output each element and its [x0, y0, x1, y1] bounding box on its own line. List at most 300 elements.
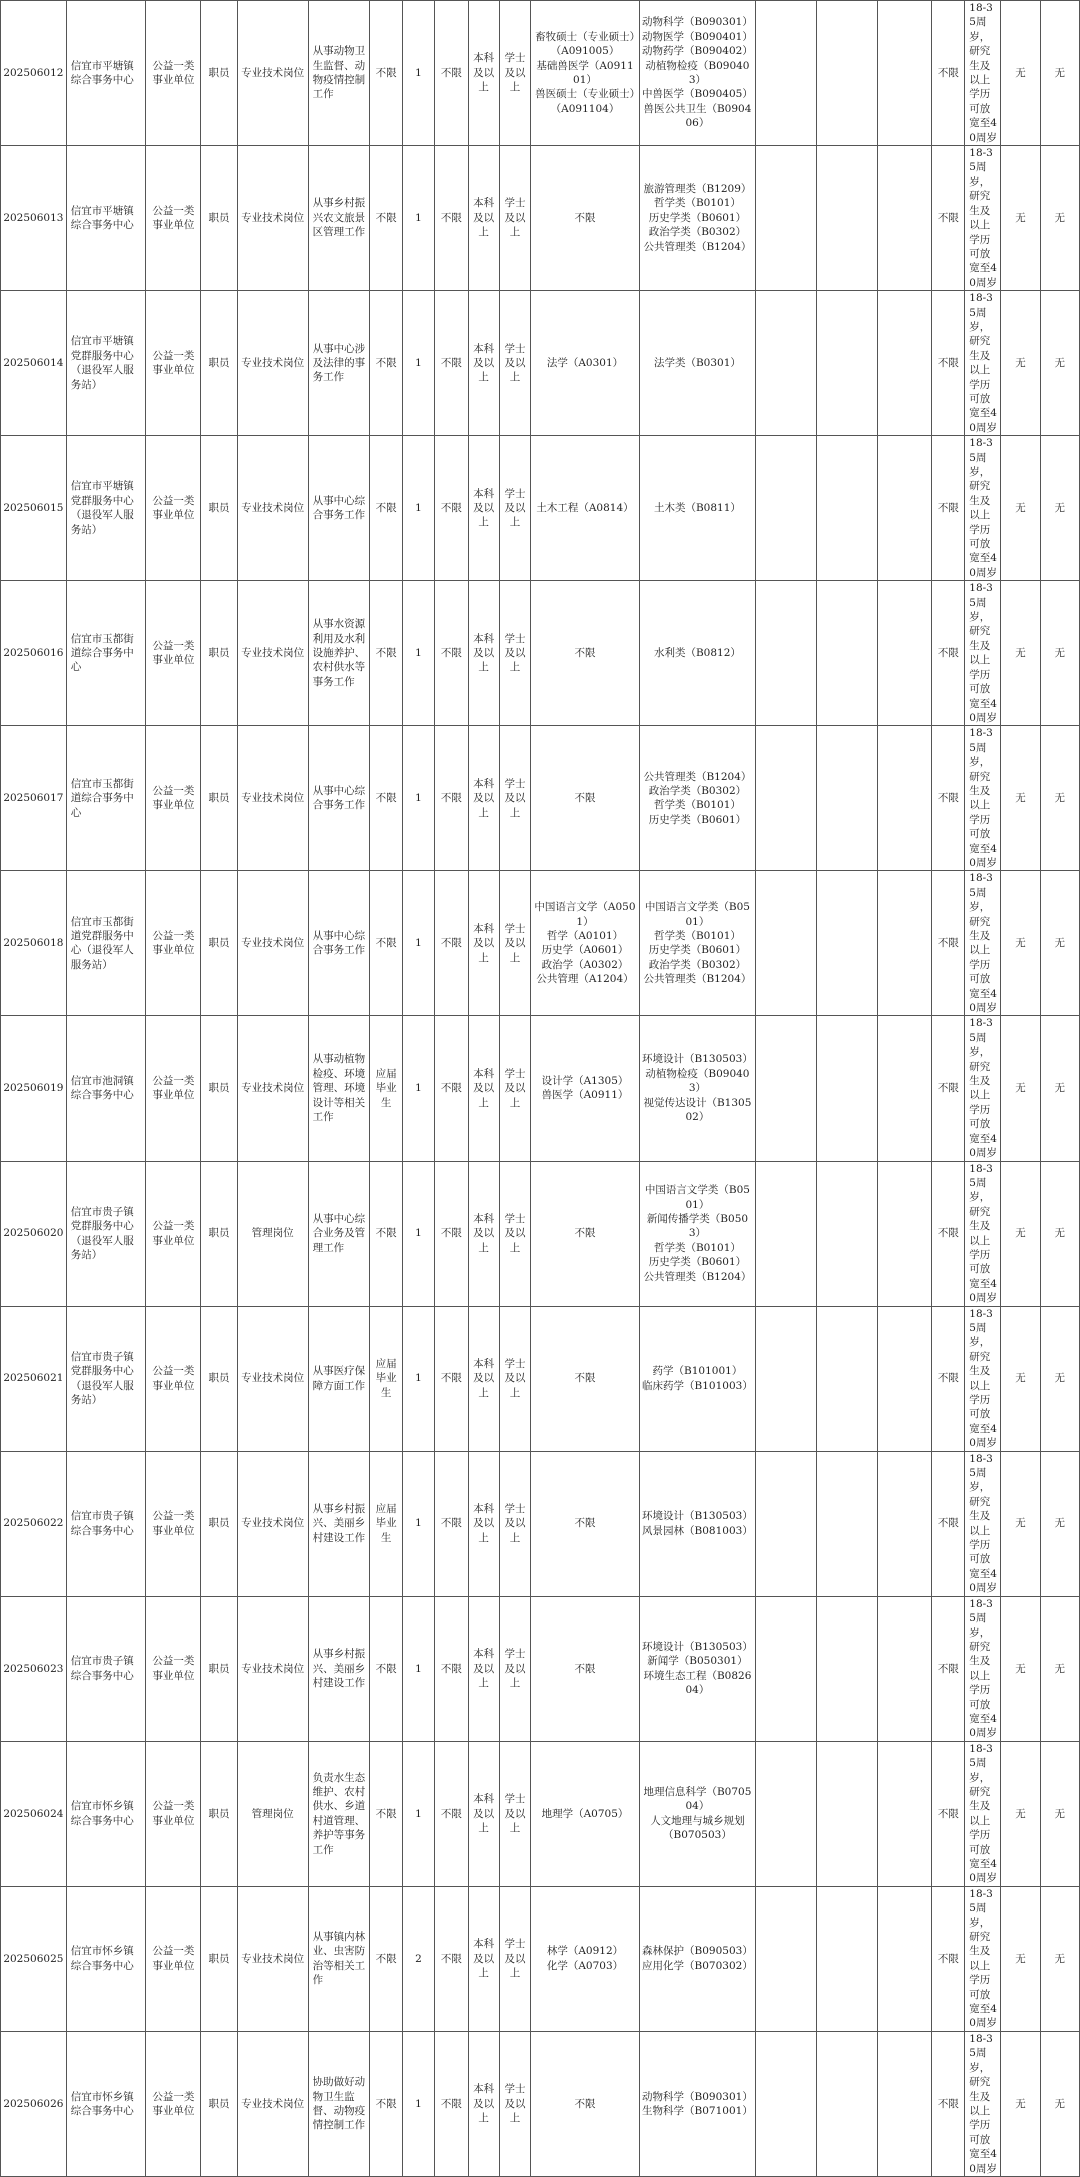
age-requirement: 18-35周岁，研究生及以上学历可放宽至40周岁	[965, 1306, 1001, 1451]
age-requirement: 18-35周岁，研究生及以上学历可放宽至40周岁	[965, 436, 1001, 581]
target-group: 不限	[370, 291, 403, 436]
position-code: 202506016	[1, 581, 67, 726]
post-type: 专业技术岗位	[237, 1886, 308, 2031]
staff-type: 职员	[201, 1451, 237, 1596]
age-requirement: 18-35周岁，研究生及以上学历可放宽至40周岁	[965, 1886, 1001, 2031]
empty-cell	[756, 291, 816, 436]
empty-cell	[756, 581, 816, 726]
employer-unit: 信宜市平塘镇党群服务中心（退役军人服务站）	[66, 291, 146, 436]
target-group: 不限	[370, 2031, 403, 2176]
target-group: 应届毕业生	[370, 1016, 403, 1161]
job-duty: 从事医疗保障方面工作	[308, 1306, 370, 1451]
table-row	[1, 1306, 1080, 1451]
post-type: 专业技术岗位	[237, 871, 308, 1016]
unit-category: 公益一类事业单位	[146, 1161, 201, 1306]
employer-unit: 信宜市怀乡镇综合事务中心	[66, 1886, 146, 2031]
job-duty: 从事动物卫生监督、动物疫情控制工作	[308, 1, 370, 146]
employer-unit: 信宜市贵子镇党群服务中心（退役军人服务站）	[66, 1306, 146, 1451]
undergraduate-major: 公共管理类（B1204） 政治学类（B0302） 哲学类（B0101） 历史学类（B0601）	[639, 726, 756, 871]
empty-cell	[816, 871, 878, 1016]
undergraduate-major: 环境设计（B130503） 动植物检疫（B090403） 视觉传达设计（B130502）	[639, 1016, 756, 1161]
gender-requirement: 不限	[434, 581, 468, 726]
empty-cell	[756, 146, 816, 291]
education-requirement: 本科及以上	[468, 726, 499, 871]
degree-requirement: 学士及以上	[499, 1886, 531, 2031]
graduate-major: 不限	[531, 1161, 639, 1306]
remark: 无	[1040, 1016, 1079, 1161]
graduate-major: 设计学（A1305） 兽医学（A0911）	[531, 1016, 639, 1161]
undergraduate-major: 动物科学（B090301） 动物医学（B090401） 动物药学（B090402） 动植物检疫（B090403） 中兽医学（B090405） 兽医公共卫生（B090406）	[639, 1, 756, 146]
job-duty: 从事水资源利用及水利设施养护、农村供水等事务工作	[308, 581, 370, 726]
recruit-count: 1	[403, 1016, 435, 1161]
employer-unit: 信宜市平塘镇综合事务中心	[66, 1, 146, 146]
post-type: 专业技术岗位	[237, 1306, 308, 1451]
other-requirement: 不限	[932, 1, 965, 146]
undergraduate-major: 土木类（B0811）	[639, 436, 756, 581]
degree-requirement: 学士及以上	[499, 1, 531, 146]
employer-unit: 信宜市平塘镇党群服务中心（退役军人服务站）	[66, 436, 146, 581]
education-requirement: 本科及以上	[468, 2031, 499, 2176]
extra-requirement: 无	[1001, 1886, 1040, 2031]
other-requirement: 不限	[932, 291, 965, 436]
gender-requirement: 不限	[434, 291, 468, 436]
position-code: 202506018	[1, 871, 67, 1016]
recruit-count: 1	[403, 291, 435, 436]
other-requirement: 不限	[932, 2031, 965, 2176]
degree-requirement: 学士及以上	[499, 1596, 531, 1741]
position-code: 202506014	[1, 291, 67, 436]
graduate-major: 不限	[531, 726, 639, 871]
degree-requirement: 学士及以上	[499, 726, 531, 871]
gender-requirement: 不限	[434, 1451, 468, 1596]
recruit-count: 1	[403, 726, 435, 871]
other-requirement: 不限	[932, 1161, 965, 1306]
age-requirement: 18-35周岁，研究生及以上学历可放宽至40周岁	[965, 1451, 1001, 1596]
education-requirement: 本科及以上	[468, 1016, 499, 1161]
recruit-count: 2	[403, 1886, 435, 2031]
age-requirement: 18-35周岁，研究生及以上学历可放宽至40周岁	[965, 871, 1001, 1016]
post-type: 专业技术岗位	[237, 1016, 308, 1161]
graduate-major: 不限	[531, 1451, 639, 1596]
remark: 无	[1040, 1451, 1079, 1596]
gender-requirement: 不限	[434, 146, 468, 291]
degree-requirement: 学士及以上	[499, 581, 531, 726]
extra-requirement: 无	[1001, 726, 1040, 871]
recruit-count: 1	[403, 1306, 435, 1451]
remark: 无	[1040, 291, 1079, 436]
employer-unit: 信宜市玉都街道综合事务中心	[66, 726, 146, 871]
staff-type: 职员	[201, 146, 237, 291]
empty-cell	[816, 1016, 878, 1161]
degree-requirement: 学士及以上	[499, 1741, 531, 1886]
target-group: 不限	[370, 436, 403, 581]
gender-requirement: 不限	[434, 726, 468, 871]
post-type: 管理岗位	[237, 1741, 308, 1886]
empty-cell	[878, 1016, 932, 1161]
table-row	[1, 1161, 1080, 1306]
other-requirement: 不限	[932, 436, 965, 581]
empty-cell	[878, 1, 932, 146]
empty-cell	[878, 1886, 932, 2031]
education-requirement: 本科及以上	[468, 436, 499, 581]
target-group: 不限	[370, 146, 403, 291]
staff-type: 职员	[201, 436, 237, 581]
position-code: 202506017	[1, 726, 67, 871]
recruit-count: 1	[403, 436, 435, 581]
empty-cell	[878, 1451, 932, 1596]
staff-type: 职员	[201, 1741, 237, 1886]
other-requirement: 不限	[932, 726, 965, 871]
graduate-major: 畜牧硕士（专业硕士）（A091005） 基础兽医学（A091101） 兽医硕士（专业硕士）（A091104）	[531, 1, 639, 146]
other-requirement: 不限	[932, 1451, 965, 1596]
empty-cell	[878, 146, 932, 291]
target-group: 不限	[370, 1596, 403, 1741]
other-requirement: 不限	[932, 1306, 965, 1451]
degree-requirement: 学士及以上	[499, 1451, 531, 1596]
job-duty: 从事乡村振兴农文旅景区管理工作	[308, 146, 370, 291]
empty-cell	[756, 1886, 816, 2031]
recruit-count: 1	[403, 146, 435, 291]
target-group: 不限	[370, 1886, 403, 2031]
unit-category: 公益一类事业单位	[146, 1306, 201, 1451]
staff-type: 职员	[201, 291, 237, 436]
degree-requirement: 学士及以上	[499, 1161, 531, 1306]
unit-category: 公益一类事业单位	[146, 1451, 201, 1596]
unit-category: 公益一类事业单位	[146, 1596, 201, 1741]
education-requirement: 本科及以上	[468, 581, 499, 726]
job-duty: 从事中心综合事务工作	[308, 436, 370, 581]
empty-cell	[878, 1596, 932, 1741]
gender-requirement: 不限	[434, 1306, 468, 1451]
extra-requirement: 无	[1001, 1, 1040, 146]
gender-requirement: 不限	[434, 871, 468, 1016]
unit-category: 公益一类事业单位	[146, 436, 201, 581]
extra-requirement: 无	[1001, 436, 1040, 581]
post-type: 专业技术岗位	[237, 726, 308, 871]
job-duty: 从事乡村振兴、美丽乡村建设工作	[308, 1596, 370, 1741]
job-duty: 从事中心综合事务工作	[308, 726, 370, 871]
extra-requirement: 无	[1001, 1741, 1040, 1886]
age-requirement: 18-35周岁，研究生及以上学历可放宽至40周岁	[965, 291, 1001, 436]
graduate-major: 中国语言文学（A0501） 哲学（A0101） 历史学（A0601） 政治学（A0302） 公共管理（A1204）	[531, 871, 639, 1016]
other-requirement: 不限	[932, 1016, 965, 1161]
undergraduate-major: 水利类（B0812）	[639, 581, 756, 726]
remark: 无	[1040, 1306, 1079, 1451]
job-duty: 从事中心综合业务及管理工作	[308, 1161, 370, 1306]
table-row	[1, 1596, 1080, 1741]
post-type: 专业技术岗位	[237, 1596, 308, 1741]
recruit-count: 1	[403, 1, 435, 146]
empty-cell	[756, 436, 816, 581]
graduate-major: 法学（A0301）	[531, 291, 639, 436]
graduate-major: 不限	[531, 146, 639, 291]
recruit-count: 1	[403, 1741, 435, 1886]
table-row	[1, 1016, 1080, 1161]
unit-category: 公益一类事业单位	[146, 291, 201, 436]
target-group: 不限	[370, 1, 403, 146]
graduate-major: 林学（A0912） 化学（A0703）	[531, 1886, 639, 2031]
graduate-major: 不限	[531, 1306, 639, 1451]
extra-requirement: 无	[1001, 1161, 1040, 1306]
position-code: 202506026	[1, 2031, 67, 2176]
gender-requirement: 不限	[434, 1886, 468, 2031]
unit-category: 公益一类事业单位	[146, 581, 201, 726]
extra-requirement: 无	[1001, 1596, 1040, 1741]
job-duty: 从事中心综合事务工作	[308, 871, 370, 1016]
unit-category: 公益一类事业单位	[146, 1741, 201, 1886]
education-requirement: 本科及以上	[468, 1, 499, 146]
remark: 无	[1040, 1161, 1079, 1306]
table-row	[1, 146, 1080, 291]
education-requirement: 本科及以上	[468, 1161, 499, 1306]
education-requirement: 本科及以上	[468, 1741, 499, 1886]
other-requirement: 不限	[932, 146, 965, 291]
gender-requirement: 不限	[434, 1, 468, 146]
employer-unit: 信宜市池洞镇综合事务中心	[66, 1016, 146, 1161]
unit-category: 公益一类事业单位	[146, 1, 201, 146]
graduate-major: 不限	[531, 1596, 639, 1741]
target-group: 应届毕业生	[370, 1451, 403, 1596]
graduate-major: 地理学（A0705）	[531, 1741, 639, 1886]
empty-cell	[756, 1596, 816, 1741]
other-requirement: 不限	[932, 871, 965, 1016]
post-type: 专业技术岗位	[237, 1451, 308, 1596]
employer-unit: 信宜市玉都街道综合事务中心	[66, 581, 146, 726]
target-group: 应届毕业生	[370, 1306, 403, 1451]
extra-requirement: 无	[1001, 1306, 1040, 1451]
empty-cell	[878, 2031, 932, 2176]
post-type: 管理岗位	[237, 1161, 308, 1306]
education-requirement: 本科及以上	[468, 291, 499, 436]
empty-cell	[816, 1596, 878, 1741]
recruit-count: 1	[403, 2031, 435, 2176]
empty-cell	[816, 1451, 878, 1596]
empty-cell	[756, 1161, 816, 1306]
table-row	[1, 291, 1080, 436]
age-requirement: 18-35周岁，研究生及以上学历可放宽至40周岁	[965, 1741, 1001, 1886]
remark: 无	[1040, 146, 1079, 291]
undergraduate-major: 地理信息科学（B070504） 人文地理与城乡规划（B070503）	[639, 1741, 756, 1886]
undergraduate-major: 中国语言文学类（B0501） 新闻传播学类（B0503） 哲学类（B0101） 历史学类（B0601） 公共管理类（B1204）	[639, 1161, 756, 1306]
employer-unit: 信宜市怀乡镇综合事务中心	[66, 2031, 146, 2176]
empty-cell	[756, 1451, 816, 1596]
degree-requirement: 学士及以上	[499, 1306, 531, 1451]
recruit-count: 1	[403, 581, 435, 726]
unit-category: 公益一类事业单位	[146, 726, 201, 871]
gender-requirement: 不限	[434, 1161, 468, 1306]
remark: 无	[1040, 1741, 1079, 1886]
employer-unit: 信宜市贵子镇综合事务中心	[66, 1596, 146, 1741]
unit-category: 公益一类事业单位	[146, 2031, 201, 2176]
empty-cell	[878, 871, 932, 1016]
table-row	[1, 2031, 1080, 2176]
empty-cell	[816, 436, 878, 581]
empty-cell	[816, 726, 878, 871]
undergraduate-major: 环境设计（B130503） 风景园林（B081003）	[639, 1451, 756, 1596]
unit-category: 公益一类事业单位	[146, 1016, 201, 1161]
empty-cell	[816, 1886, 878, 2031]
gender-requirement: 不限	[434, 436, 468, 581]
job-duty: 从事乡村振兴、美丽乡村建设工作	[308, 1451, 370, 1596]
degree-requirement: 学士及以上	[499, 146, 531, 291]
other-requirement: 不限	[932, 1741, 965, 1886]
empty-cell	[756, 1306, 816, 1451]
position-code: 202506020	[1, 1161, 67, 1306]
empty-cell	[816, 2031, 878, 2176]
remark: 无	[1040, 726, 1079, 871]
undergraduate-major: 法学类（B0301）	[639, 291, 756, 436]
target-group: 不限	[370, 1741, 403, 1886]
table-row	[1, 1451, 1080, 1596]
position-code: 202506022	[1, 1451, 67, 1596]
education-requirement: 本科及以上	[468, 1306, 499, 1451]
position-code: 202506015	[1, 436, 67, 581]
position-code: 202506023	[1, 1596, 67, 1741]
gender-requirement: 不限	[434, 1016, 468, 1161]
job-duty: 从事动植物检疫、环境管理、环境设计等相关工作	[308, 1016, 370, 1161]
other-requirement: 不限	[932, 1596, 965, 1741]
employer-unit: 信宜市玉都街道党群服务中心（退役军人服务站）	[66, 871, 146, 1016]
recruit-count: 1	[403, 1161, 435, 1306]
undergraduate-major: 森林保护（B090503） 应用化学（B070302）	[639, 1886, 756, 2031]
position-code: 202506025	[1, 1886, 67, 2031]
job-duty: 协助做好动物卫生监督、动物疫情控制工作	[308, 2031, 370, 2176]
staff-type: 职员	[201, 726, 237, 871]
post-type: 专业技术岗位	[237, 581, 308, 726]
job-duty: 从事镇内林业、虫害防治等相关工作	[308, 1886, 370, 2031]
target-group: 不限	[370, 726, 403, 871]
remark: 无	[1040, 871, 1079, 1016]
degree-requirement: 学士及以上	[499, 1016, 531, 1161]
post-type: 专业技术岗位	[237, 2031, 308, 2176]
empty-cell	[756, 1016, 816, 1161]
post-type: 专业技术岗位	[237, 291, 308, 436]
employer-unit: 信宜市贵子镇综合事务中心	[66, 1451, 146, 1596]
extra-requirement: 无	[1001, 2031, 1040, 2176]
education-requirement: 本科及以上	[468, 1451, 499, 1596]
empty-cell	[878, 436, 932, 581]
table-row	[1, 1, 1080, 146]
unit-category: 公益一类事业单位	[146, 871, 201, 1016]
staff-type: 职员	[201, 1161, 237, 1306]
position-code: 202506013	[1, 146, 67, 291]
staff-type: 职员	[201, 581, 237, 726]
education-requirement: 本科及以上	[468, 1886, 499, 2031]
remark: 无	[1040, 1886, 1079, 2031]
degree-requirement: 学士及以上	[499, 436, 531, 581]
recruit-count: 1	[403, 1451, 435, 1596]
position-code: 202506024	[1, 1741, 67, 1886]
empty-cell	[816, 1741, 878, 1886]
empty-cell	[878, 581, 932, 726]
extra-requirement: 无	[1001, 146, 1040, 291]
job-duty: 从事中心涉及法律的事务工作	[308, 291, 370, 436]
age-requirement: 18-35周岁，研究生及以上学历可放宽至40周岁	[965, 146, 1001, 291]
empty-cell	[756, 2031, 816, 2176]
empty-cell	[816, 1306, 878, 1451]
empty-cell	[756, 1741, 816, 1886]
table-row	[1, 1741, 1080, 1886]
employer-unit: 信宜市平塘镇综合事务中心	[66, 146, 146, 291]
extra-requirement: 无	[1001, 581, 1040, 726]
empty-cell	[878, 726, 932, 871]
target-group: 不限	[370, 1161, 403, 1306]
unit-category: 公益一类事业单位	[146, 146, 201, 291]
extra-requirement: 无	[1001, 291, 1040, 436]
empty-cell	[756, 726, 816, 871]
empty-cell	[816, 1, 878, 146]
undergraduate-major: 药学（B101001） 临床药学（B101003）	[639, 1306, 756, 1451]
undergraduate-major: 动物科学（B090301） 生物科学（B071001）	[639, 2031, 756, 2176]
empty-cell	[816, 581, 878, 726]
other-requirement: 不限	[932, 1886, 965, 2031]
empty-cell	[816, 291, 878, 436]
remark: 无	[1040, 436, 1079, 581]
empty-cell	[878, 1161, 932, 1306]
age-requirement: 18-35周岁，研究生及以上学历可放宽至40周岁	[965, 726, 1001, 871]
age-requirement: 18-35周岁，研究生及以上学历可放宽至40周岁	[965, 581, 1001, 726]
empty-cell	[816, 1161, 878, 1306]
unit-category: 公益一类事业单位	[146, 1886, 201, 2031]
employer-unit: 信宜市怀乡镇综合事务中心	[66, 1741, 146, 1886]
undergraduate-major: 中国语言文学类（B0501） 哲学类（B0101） 历史学类（B0601） 政治学类（B0302） 公共管理类（B1204）	[639, 871, 756, 1016]
degree-requirement: 学士及以上	[499, 291, 531, 436]
position-code: 202506021	[1, 1306, 67, 1451]
remark: 无	[1040, 2031, 1079, 2176]
extra-requirement: 无	[1001, 1451, 1040, 1596]
table-row	[1, 1886, 1080, 2031]
empty-cell	[756, 1, 816, 146]
other-requirement: 不限	[932, 581, 965, 726]
recruit-count: 1	[403, 871, 435, 1016]
target-group: 不限	[370, 871, 403, 1016]
position-code: 202506019	[1, 1016, 67, 1161]
empty-cell	[878, 1306, 932, 1451]
table-row	[1, 436, 1080, 581]
staff-type: 职员	[201, 1, 237, 146]
remark: 无	[1040, 581, 1079, 726]
degree-requirement: 学士及以上	[499, 871, 531, 1016]
age-requirement: 18-35周岁，研究生及以上学历可放宽至40周岁	[965, 1161, 1001, 1306]
age-requirement: 18-35周岁，研究生及以上学历可放宽至40周岁	[965, 2031, 1001, 2176]
gender-requirement: 不限	[434, 1596, 468, 1741]
gender-requirement: 不限	[434, 2031, 468, 2176]
age-requirement: 18-35周岁，研究生及以上学历可放宽至40周岁	[965, 1016, 1001, 1161]
employer-unit: 信宜市贵子镇党群服务中心（退役军人服务站）	[66, 1161, 146, 1306]
staff-type: 职员	[201, 1596, 237, 1741]
staff-type: 职员	[201, 1016, 237, 1161]
post-type: 专业技术岗位	[237, 146, 308, 291]
empty-cell	[756, 871, 816, 1016]
staff-type: 职员	[201, 871, 237, 1016]
table-row	[1, 726, 1080, 871]
extra-requirement: 无	[1001, 871, 1040, 1016]
education-requirement: 本科及以上	[468, 146, 499, 291]
extra-requirement: 无	[1001, 1016, 1040, 1161]
empty-cell	[816, 146, 878, 291]
staff-type: 职员	[201, 2031, 237, 2176]
staff-type: 职员	[201, 1306, 237, 1451]
age-requirement: 18-35周岁，研究生及以上学历可放宽至40周岁	[965, 1, 1001, 146]
post-type: 专业技术岗位	[237, 436, 308, 581]
table-row	[1, 581, 1080, 726]
gender-requirement: 不限	[434, 1741, 468, 1886]
undergraduate-major: 旅游管理类（B1209） 哲学类（B0101） 历史学类（B0601） 政治学类（B0302） 公共管理类（B1204）	[639, 146, 756, 291]
post-type: 专业技术岗位	[237, 1, 308, 146]
job-duty: 负责水生态维护、农村供水、乡道村道管理、养护等事务工作	[308, 1741, 370, 1886]
empty-cell	[878, 1741, 932, 1886]
graduate-major: 不限	[531, 2031, 639, 2176]
